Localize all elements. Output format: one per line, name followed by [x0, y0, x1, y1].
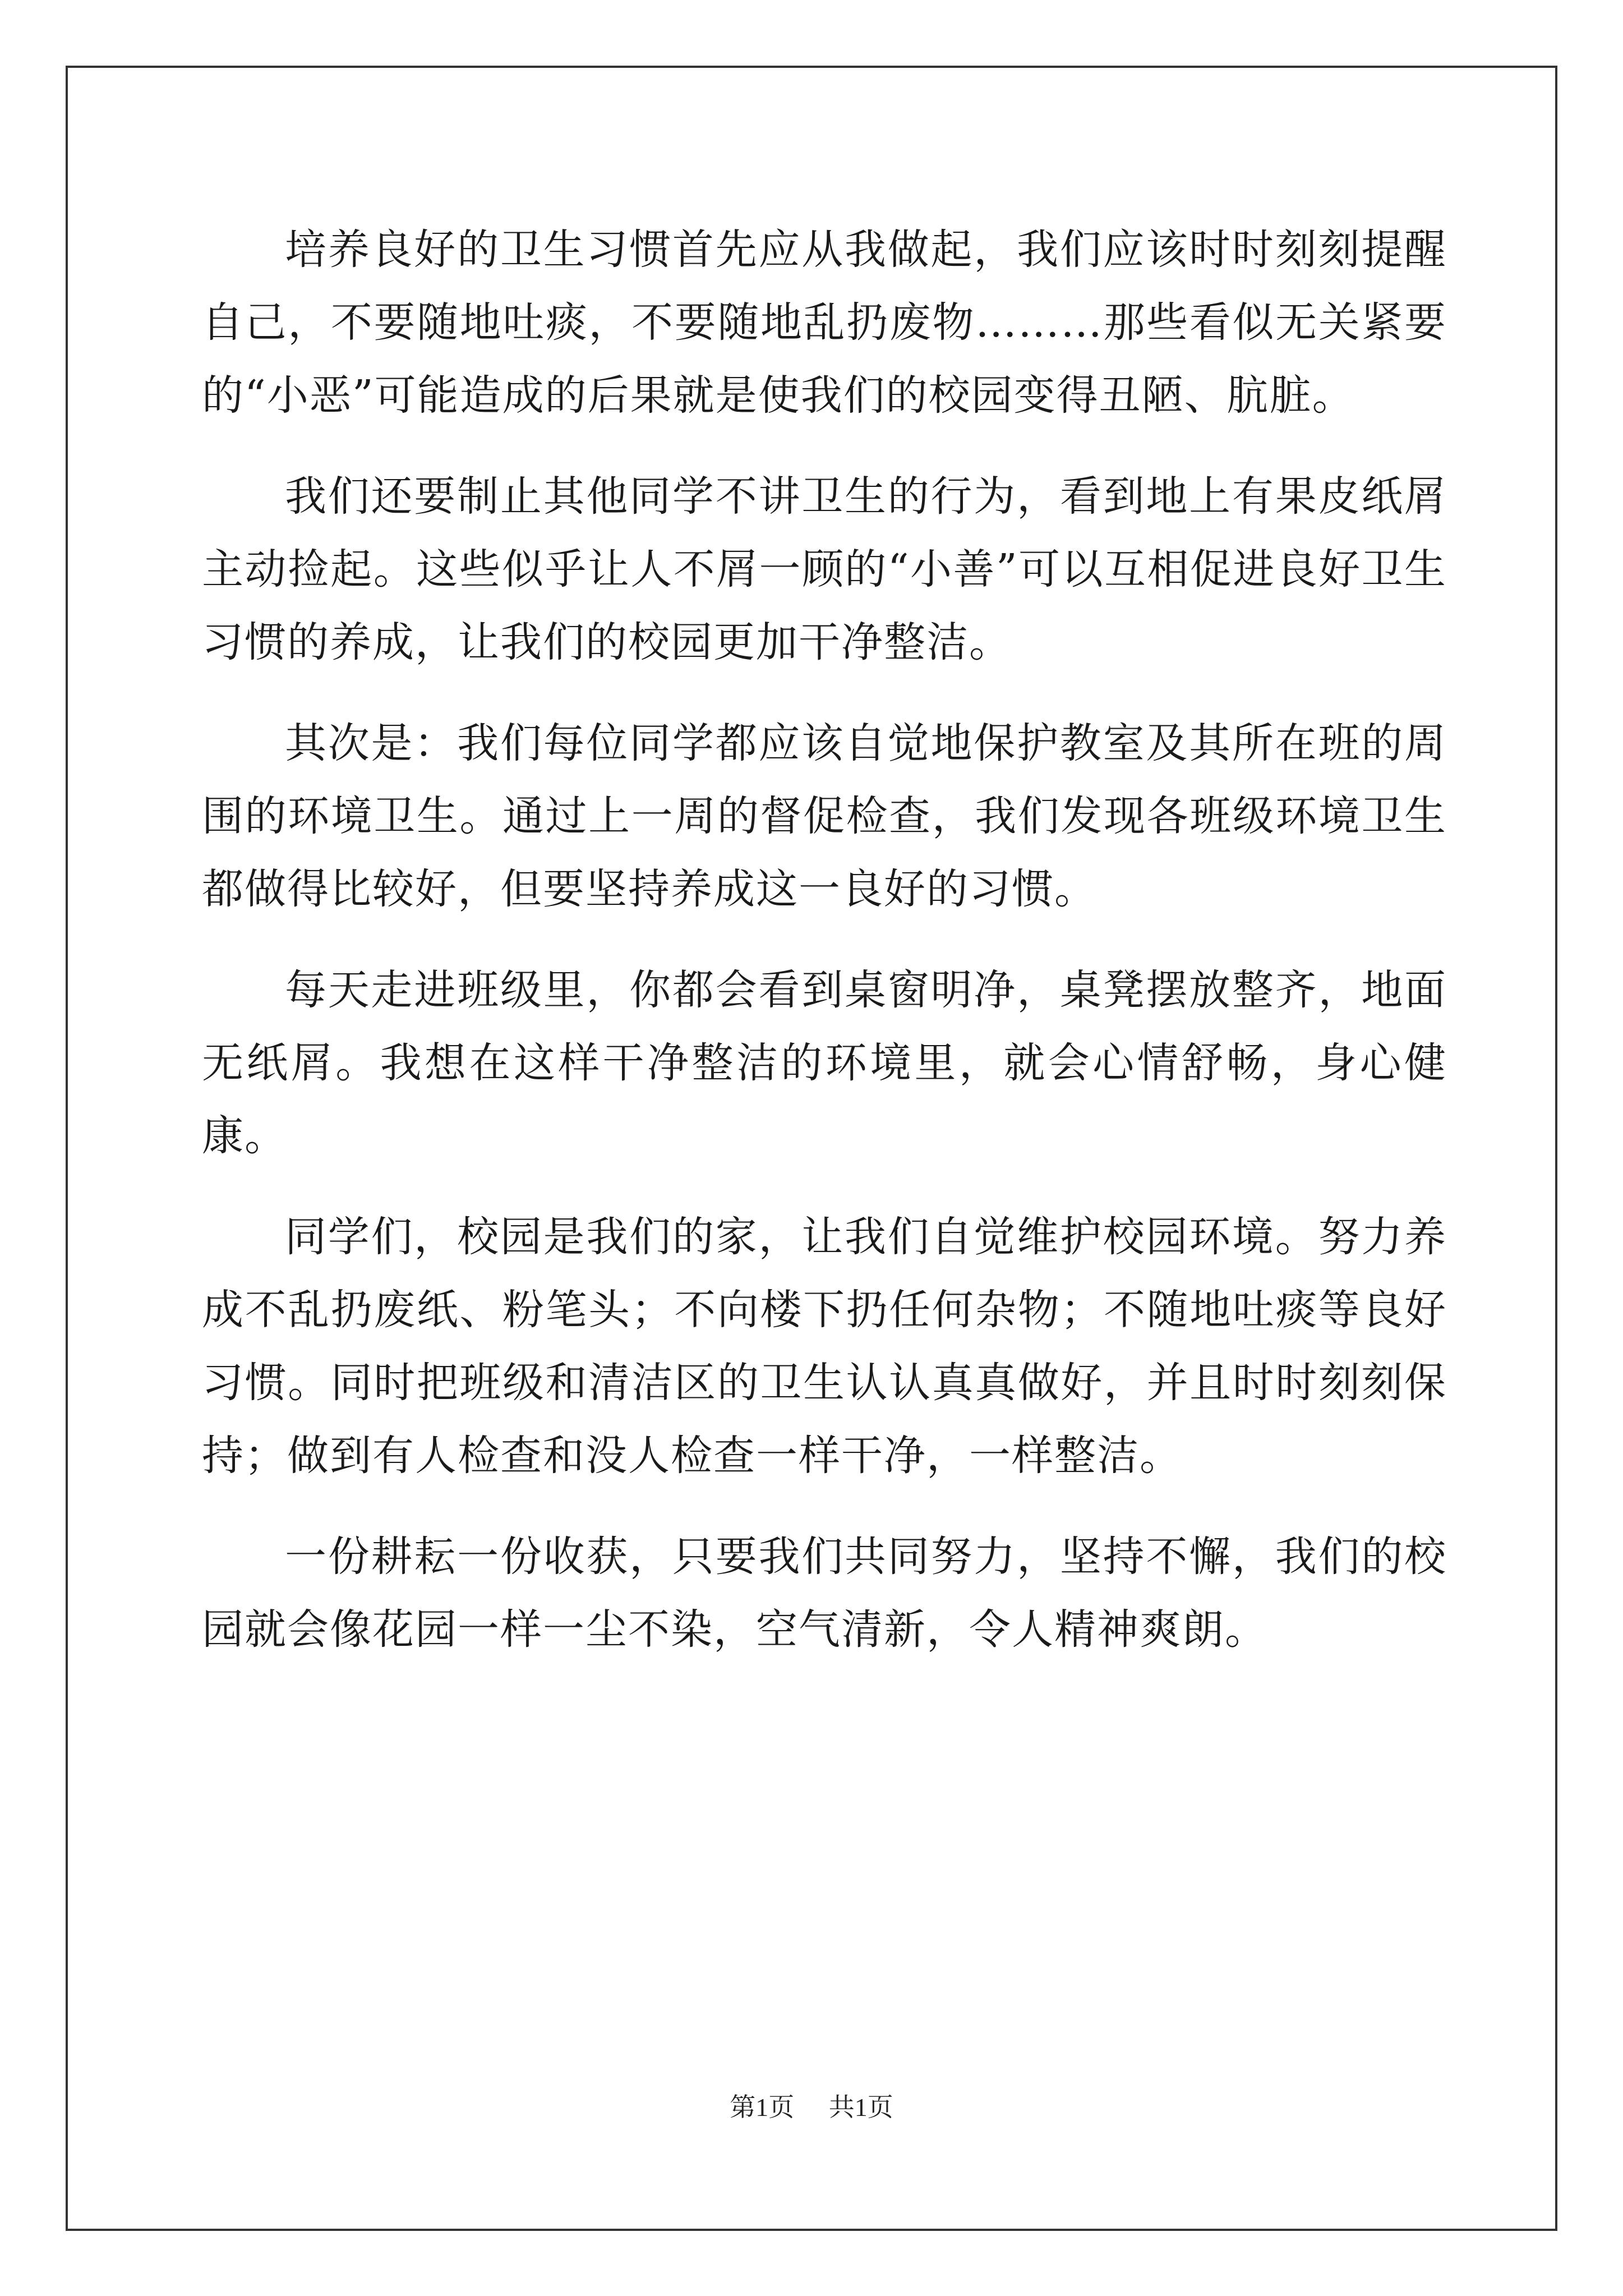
paragraph: 每天走进班级里，你都会看到桌窗明净，桌凳摆放整齐，地面无纸屑。我想在这样干净整洁的环境里，就会心情舒畅，身心健康。	[202, 966, 1447, 1160]
document-body	[202, 213, 1447, 1694]
paragraph: 培养良好的卫生习惯首先应从我做起，我们应该时时刻刻提醒自己，不要随地吐痰，不要随地乱扔废物………那些看似无关紧要的“小恶”可能造成的后果就是使我们的校园变得丑陋、肮脏。	[202, 226, 1447, 420]
page-total: 共1页	[828, 2093, 893, 2122]
paragraph: 其次是：我们每位同学都应该自觉地保护教室及其所在班的周围的环境卫生。通过上一周的督促检查，我们发现各班级环境卫生都做得比较好，但要坚持养成这一良好的习惯。	[202, 719, 1447, 913]
page-number: 第1页	[730, 2093, 795, 2122]
paragraph: 同学们，校园是我们的家，让我们自觉维护校园环境。努力养成不乱扔废纸、粉笔头；不向楼下扔任何杂物；不随地吐痰等良好习惯。同时把班级和清洁区的卫生认认真真做好，并且时时刻刻保持；做到有人检查和没人检查一样干净，一样整洁。	[202, 1213, 1447, 1480]
paragraph: 一份耕耘一份收获，只要我们共同努力，坚持不懈，我们的校园就会像花园一样一尘不染，空气清新，令人精神爽朗。	[202, 1533, 1447, 1654]
paragraph: 我们还要制止其他同学不讲卫生的行为，看到地上有果皮纸屑主动捡起。这些似乎让人不屑一顾的“小善”可以互相促进良好卫生习惯的养成，让我们的校园更加干净整洁。	[202, 472, 1447, 666]
page-footer	[0, 2087, 1623, 2124]
